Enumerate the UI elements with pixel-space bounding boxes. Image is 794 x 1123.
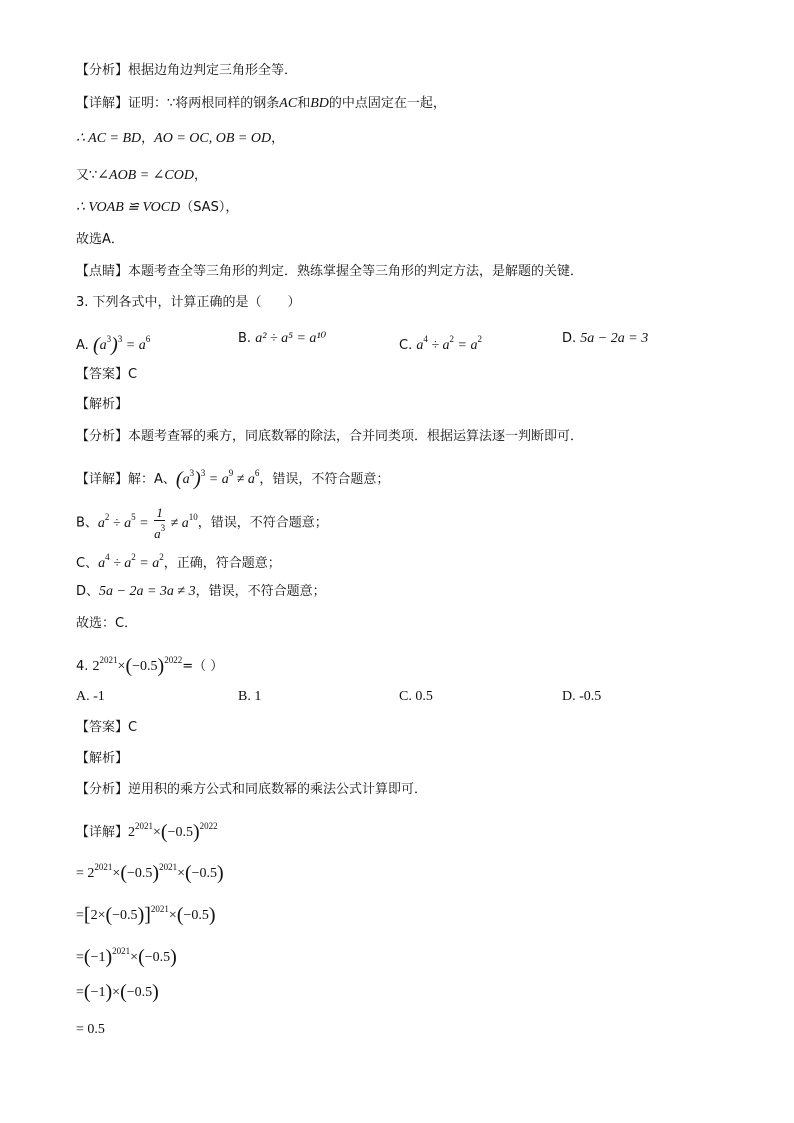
answer-value: C — [128, 720, 138, 735]
q3-option-d — [562, 330, 648, 348]
analysis-tag: 【分析】 — [76, 429, 129, 444]
q4-option-c: C. 0.5 — [399, 689, 433, 704]
analysis-tag: 【分析】 — [76, 63, 129, 78]
q4-jiexi: 【解析】 — [76, 751, 129, 766]
detail-prefix: B、 — [76, 515, 98, 531]
therefore-line-2 — [76, 199, 238, 217]
detail-tag: 【详解】 — [76, 472, 129, 487]
q3-choose: 故选：C． — [76, 616, 138, 631]
comma: ， — [271, 131, 285, 146]
analysis-text: 本题考查幂的乘方，同底数幂的除法，合并同类项．根据运算法逐一判断即可． — [128, 429, 584, 444]
detail-suffix: ，错误，不符合题意； — [259, 472, 390, 487]
q3-detail-d — [76, 583, 326, 601]
answer-tag: 【答案】 — [76, 720, 129, 735]
detail-suffix: ，错误，不符合题意； — [197, 515, 328, 531]
equation: ∠AOB = ∠COD — [97, 168, 194, 183]
q4-option-a: A. -1 — [76, 689, 105, 704]
option-expr: $(a^3)^3 = a^6$ — [92, 334, 151, 356]
analysis-tag: 【分析】 — [76, 782, 129, 797]
analysis-text: 逆用积的乘方公式和同底数幂的乘法公式计算即可． — [128, 782, 428, 797]
detail-prefix: C、 — [76, 556, 99, 571]
q3-option-c — [399, 330, 482, 355]
detail-suffix: ，正确，符合题意； — [163, 556, 281, 571]
answer-tag: 【答案】 — [76, 367, 129, 382]
option-expr: $a^4 \div a^2 = a^2$ — [416, 334, 482, 353]
q3-detail-b — [76, 506, 328, 541]
stem-suffix: =（ ） — [182, 659, 224, 674]
stem-expr: $2^{2021}\times(-0.5)^{2022}$ — [92, 655, 183, 677]
again-prefix: 又∵ — [76, 168, 98, 183]
option-expr: 5a − 2a = 3 — [580, 331, 649, 346]
detail-expr: 5a − 2a = 3a ≠ 3 — [99, 584, 196, 599]
detail-expr: $(a^3)^3 = a^9 \ne a^6$ — [175, 468, 260, 490]
q3-jiexi: 【解析】 — [76, 397, 129, 412]
answer-value: C — [128, 367, 138, 382]
sas: （SAS）， — [180, 200, 239, 215]
q4-detail-step-4: =(−1)×(−0.5) — [76, 981, 159, 1003]
therefore-line-1 — [76, 130, 284, 148]
again-line — [76, 167, 207, 185]
q4-final: = 0.5 — [76, 1022, 105, 1037]
detail-line-1 — [76, 95, 446, 113]
comment-tag: 【点睛】 — [76, 264, 129, 279]
segment-bd: BD — [310, 96, 329, 111]
q4-detail-step-3: $=(-1)^{2021}\times(-0.5)$ — [76, 946, 177, 968]
detail-text: 证明：∵将两根同样的钢条 — [128, 96, 280, 111]
q3-detail-c — [76, 548, 281, 573]
q3-analysis — [76, 428, 583, 446]
equation: AO = OC, OB = OD — [154, 131, 272, 146]
detail-prefix: D、 — [76, 584, 100, 599]
comment-line — [76, 263, 583, 281]
conj: 和 — [297, 96, 311, 111]
option-label: C. — [399, 338, 413, 353]
detail-tag: 【详解】 — [76, 96, 129, 111]
congruence: ∴ VOAB ≌ VOCD — [76, 200, 181, 215]
segment-ac: AC — [279, 96, 298, 111]
choose-line: 故选A． — [76, 232, 124, 247]
detail-tag: 【详解】 — [76, 825, 129, 840]
question-3-stem: 3. 下列各式中，计算正确的是（ ） — [76, 295, 301, 310]
q3-answer-line — [76, 366, 137, 384]
q4-option-d: D. -0.5 — [562, 689, 602, 704]
q4-detail-step-2: $=[2\times(-0.5)]^{2021}\times(-0.5)$ — [76, 904, 216, 926]
equation: ∴ AC = BD — [76, 131, 142, 146]
q4-detail-step-0 — [76, 817, 218, 842]
q4-analysis — [76, 781, 427, 799]
q4-answer-line — [76, 719, 137, 737]
q3-option-a — [76, 330, 150, 355]
q4-detail-step-1: = $2^{2021}\times(-0.5)^{2021}\times(-0.5)$ — [76, 862, 224, 884]
comma: ， — [141, 131, 155, 146]
detail-expr: $a^4 \div a^2 = a^2$ — [98, 552, 164, 571]
comment-text: 本题考查全等三角形的判定．熟练掌握全等三角形的判定方法，是解题的关键． — [128, 264, 584, 279]
detail-expr: $a^2 \div a^5$ = $\frac{1}{a^3}$ ≠ $a^{10}$ — [97, 505, 198, 541]
analysis-text: 根据边角边判定三角形全等． — [128, 63, 298, 78]
q3-option-b — [238, 330, 326, 348]
q4-option-b: B. 1 — [238, 689, 262, 704]
question-4-stem — [76, 651, 223, 676]
detail-prefix: 解：A、 — [128, 472, 176, 487]
question-number: 4. — [76, 659, 89, 674]
analysis-line-1 — [76, 62, 297, 80]
step-expr: $2^{2021}\times(-0.5)^{2022}$ — [128, 821, 218, 843]
q3-detail-a — [76, 464, 389, 489]
option-label: A. — [76, 338, 89, 353]
detail-text-b: 的中点固定在一起， — [328, 96, 446, 111]
comma: ， — [193, 168, 207, 183]
detail-suffix: ，错误，不符合题意； — [195, 584, 326, 599]
option-expr: a² ÷ a⁵ = a¹⁰ — [255, 331, 327, 346]
option-label: B. — [238, 331, 252, 346]
option-label: D. — [562, 331, 577, 346]
